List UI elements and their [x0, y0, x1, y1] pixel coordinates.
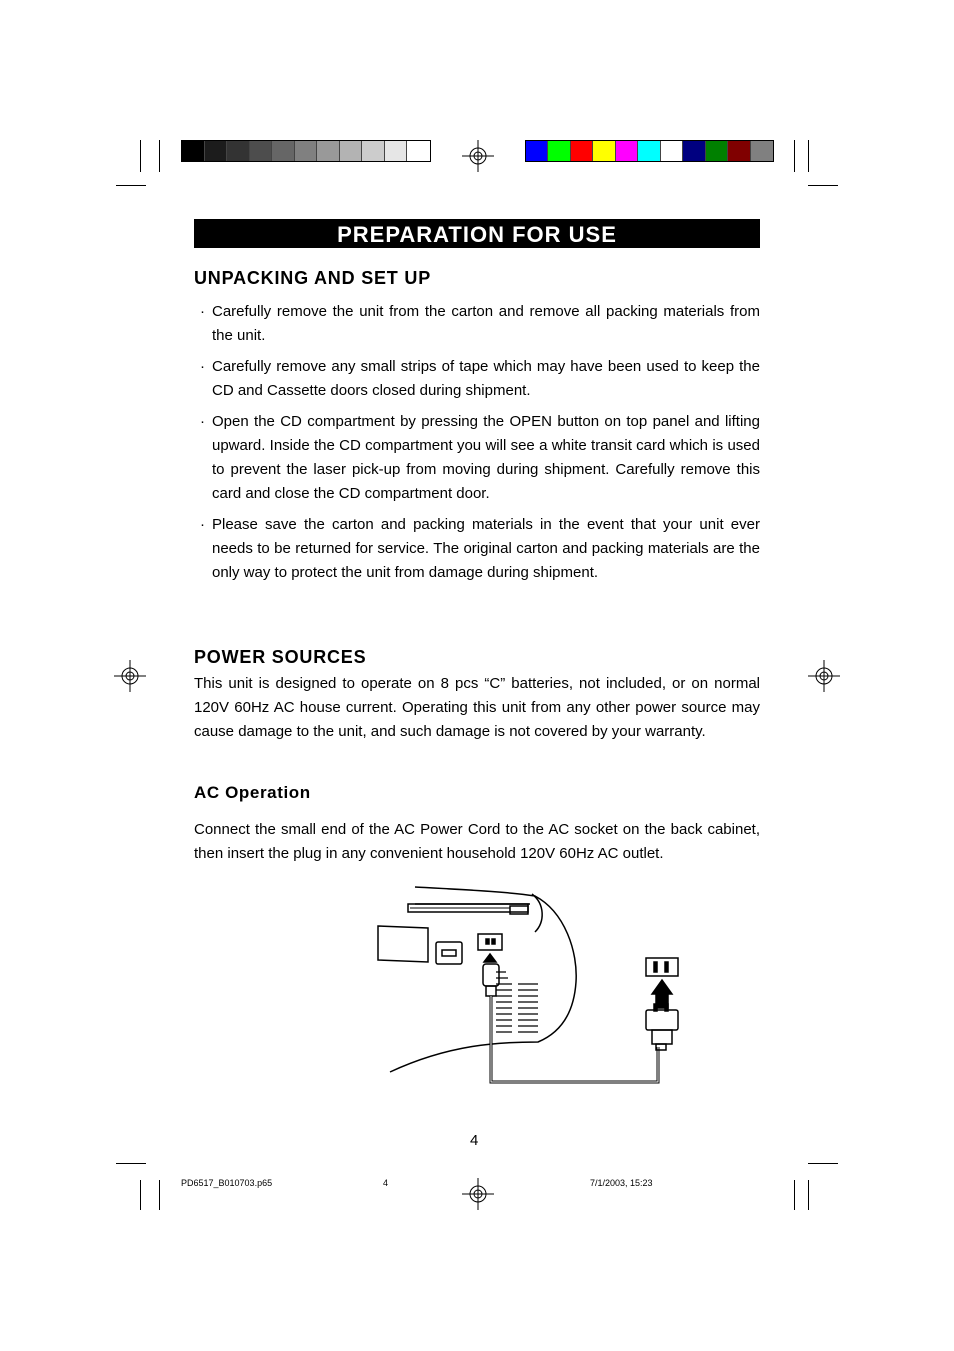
gray-swatch [250, 141, 273, 161]
page-number: 4 [470, 1132, 479, 1149]
footer-page: 4 [383, 1178, 389, 1188]
list-item: · Carefully remove any small strips of tape which may have been used to keep the CD and Cassette doors closed during shipment. [200, 358, 760, 399]
power-sources-heading: POWER SOURCES [194, 647, 367, 667]
registration-mark-bottom [462, 1178, 494, 1210]
ac-operation-text: Connect the small end of the AC Power Cord to the AC socket on the back cabinet, then insert the plug in any convenient household 120V 60Hz AC outlet. [194, 821, 760, 862]
color-swatch [661, 141, 683, 161]
color-swatch [616, 141, 638, 161]
color-swatch [683, 141, 705, 161]
color-swatch [593, 141, 615, 161]
gray-swatch [340, 141, 363, 161]
gray-swatch [205, 141, 228, 161]
color-swatch [571, 141, 593, 161]
gray-swatch [272, 141, 295, 161]
gray-swatch [295, 141, 318, 161]
ac-operation-heading: AC Operation [194, 783, 311, 802]
footer-date: 7/1/2003, 15:23 [590, 1178, 653, 1188]
gray-swatch [385, 141, 408, 161]
list-item: · Open the CD compartment by pressing the OPEN button on top panel and lifting upward. Inside the CD compartment you will see a white transit card which is used to prevent the laser pick-up from moving during shipment. Carefully remove this card and close the CD compartment door. [200, 413, 760, 502]
registration-mark-left [114, 660, 146, 692]
color-swatch [728, 141, 750, 161]
gray-calibration-bar [181, 140, 431, 162]
list-item: · Carefully remove the unit from the carton and remove all packing materials from the unit. [200, 303, 760, 344]
gray-swatch [362, 141, 385, 161]
color-swatch [526, 141, 548, 161]
color-swatch [706, 141, 728, 161]
gray-swatch [407, 141, 430, 161]
gray-swatch [227, 141, 250, 161]
registration-mark-top [462, 140, 494, 172]
list-item: · Please save the carton and packing materials in the event that your unit ever needs to be returned for service. The original carton and packing materials are the only way to protect the unit from damage during shipment. [200, 516, 760, 581]
unpacking-heading: UNPACKING AND SET UP [194, 268, 432, 288]
power-sources-text: This unit is designed to operate on 8 pcs “C” batteries, not included, or on normal 120V 60Hz AC house current. Operating this unit from any other power source may cause damage to the unit, and such damage is not covered by your warranty. [194, 675, 760, 740]
color-swatch [751, 141, 773, 161]
gray-swatch [317, 141, 340, 161]
color-calibration-bar [525, 140, 774, 162]
color-swatch [638, 141, 660, 161]
gray-swatch [182, 141, 205, 161]
page-title: PREPARATION FOR USE [194, 219, 760, 248]
ac-connection-illustration [340, 882, 690, 1092]
unpacking-list [200, 300, 760, 592]
footer-filename: PD6517_B010703.p65 [181, 1178, 273, 1188]
registration-mark-right [808, 660, 840, 692]
color-swatch [548, 141, 570, 161]
